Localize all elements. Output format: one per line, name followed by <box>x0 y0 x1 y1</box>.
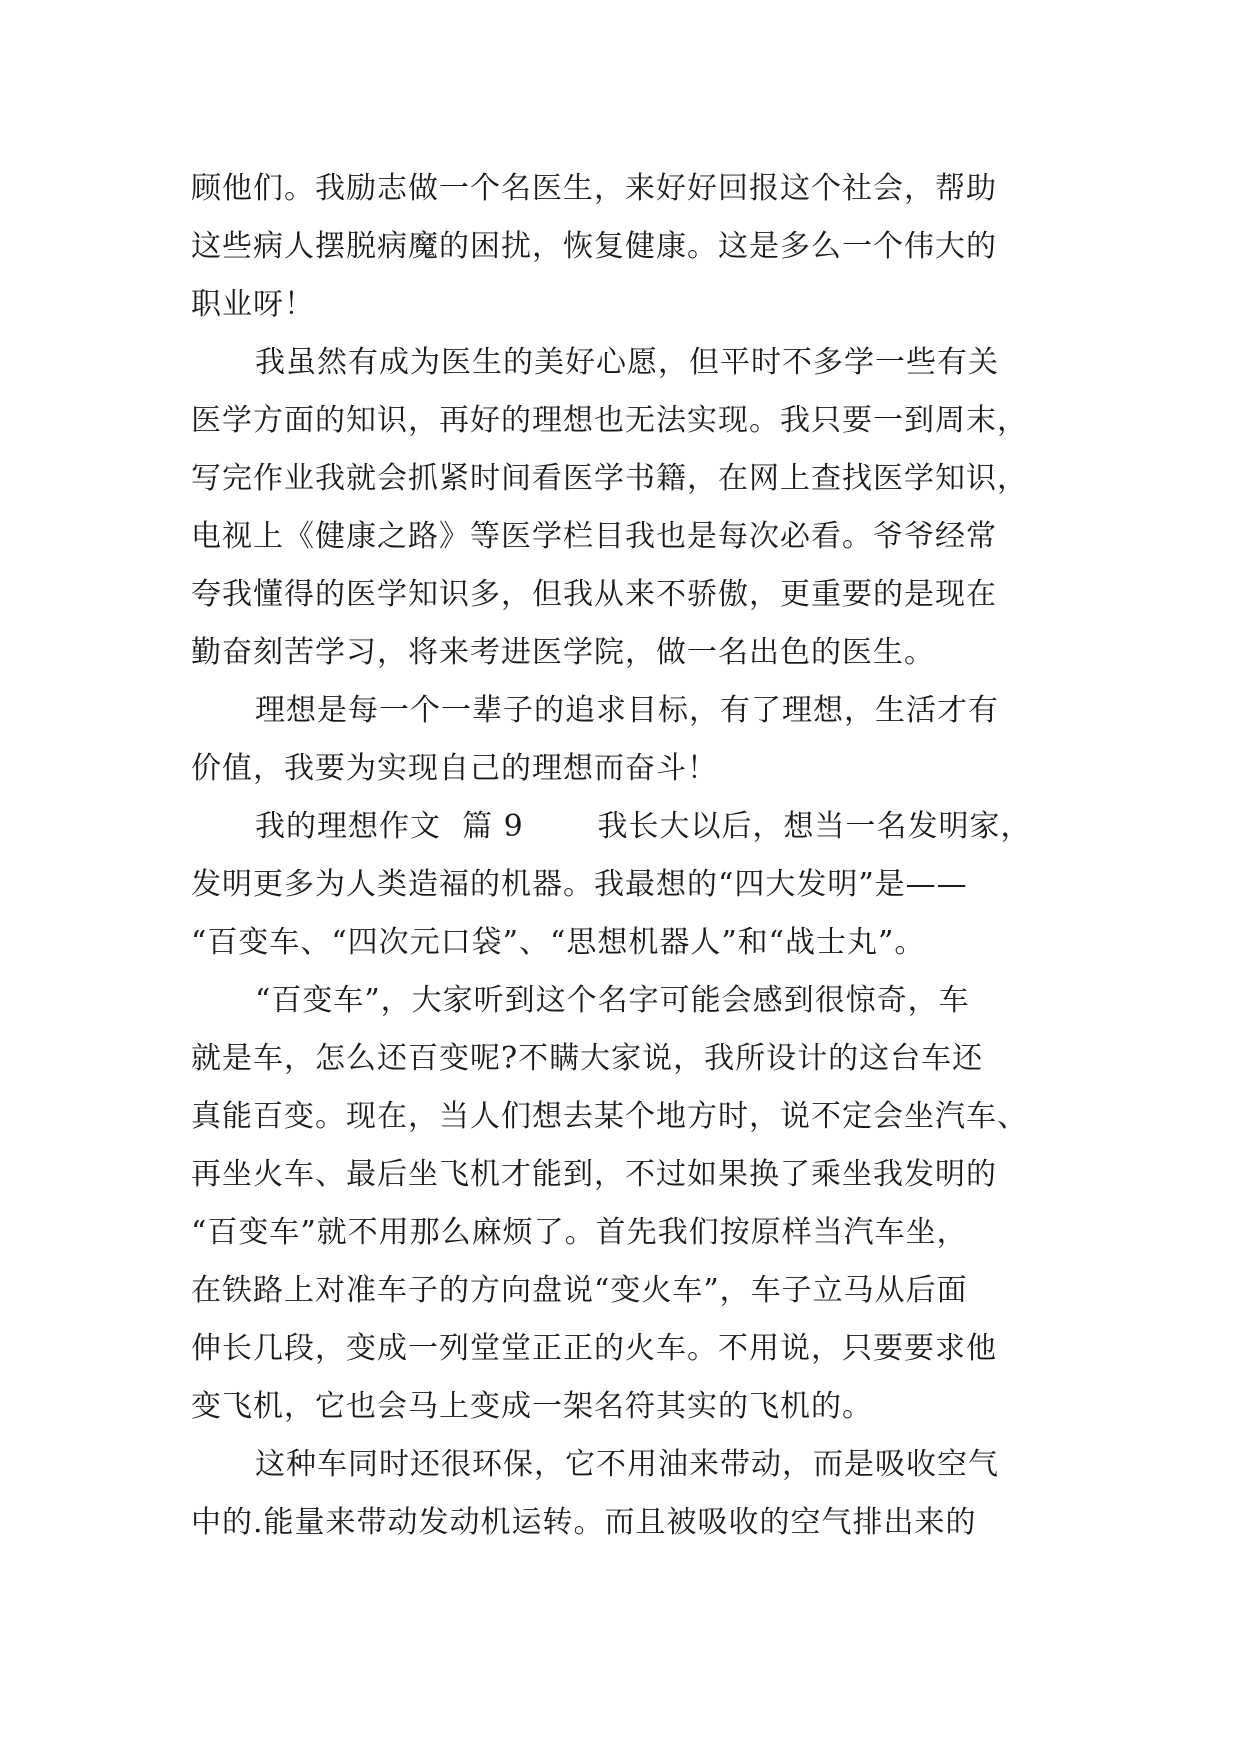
section-heading-line: 我的理想作文 篇 9 我长大以后，想当一名发明家， <box>255 809 1032 844</box>
essay-body <box>191 160 1051 1552</box>
text-line: 发明更多为人类造福的机器。我最想的“四大发明”是—— <box>191 867 968 902</box>
text-line: 职业呀！ <box>191 287 315 322</box>
text-line: 电视上《健康之路》等医学栏目我也是每次必看。爷爷经常 <box>191 519 997 554</box>
text-line: 夸我懂得的医学知识多，但我从来不骄傲，更重要的是现在 <box>191 577 997 612</box>
text-line: 伸长几段，变成一列堂堂正正的火车。不用说，只要要求他 <box>191 1331 997 1366</box>
text-line: 就是车，怎么还百变呢?不瞒大家说，我所设计的这台车还 <box>191 1041 984 1076</box>
text-line: “百变车、“四次元口袋”、“思想机器人”和“战士丸”。 <box>191 925 926 960</box>
text-line: 价值，我要为实现自己的理想而奋斗！ <box>191 751 718 786</box>
text-line: 顾他们。我励志做一个名医生，来好好回报这个社会，帮助 <box>191 171 997 206</box>
text-line: 中的.能量来带动发动机运转。而且被吸收的空气排出来的 <box>191 1505 977 1540</box>
text-line: 写完作业我就会抓紧时间看医学书籍，在网上查找医学知识， <box>191 461 1028 496</box>
paragraph-start-line: “百变车”，大家听到这个名字可能会感到很惊奇，车 <box>255 983 970 1018</box>
text-line: 这些病人摆脱病魔的困扰，恢复健康。这是多么一个伟大的 <box>191 229 997 264</box>
paragraph-start-line: 理想是每一个一辈子的追求目标，有了理想，生活才有 <box>255 693 999 728</box>
text-line: 再坐火车、最后坐飞机才能到，不过如果换了乘坐我发明的 <box>191 1157 997 1192</box>
paragraph-start-line: 我虽然有成为医生的美好心愿，但平时不多学一些有关 <box>255 345 999 380</box>
text-line: 真能百变。现在，当人们想去某个地方时，说不定会坐汽车、 <box>191 1099 1028 1134</box>
text-line: 在铁路上对准车子的方向盘说“变火车”，车子立马从后面 <box>191 1273 968 1308</box>
paragraph-start-line: 这种车同时还很环保，它不用油来带动，而是吸收空气 <box>255 1447 999 1482</box>
text-line: “百变车”就不用那么麻烦了。首先我们按原样当汽车坐， <box>191 1215 968 1250</box>
text-line: 勤奋刻苦学习，将来考进医学院，做一名出色的医生。 <box>191 635 935 670</box>
text-line: 医学方面的知识，再好的理想也无法实现。我只要一到周末， <box>191 403 1028 438</box>
text-line: 变飞机，它也会马上变成一架名符其实的飞机的。 <box>191 1389 873 1424</box>
